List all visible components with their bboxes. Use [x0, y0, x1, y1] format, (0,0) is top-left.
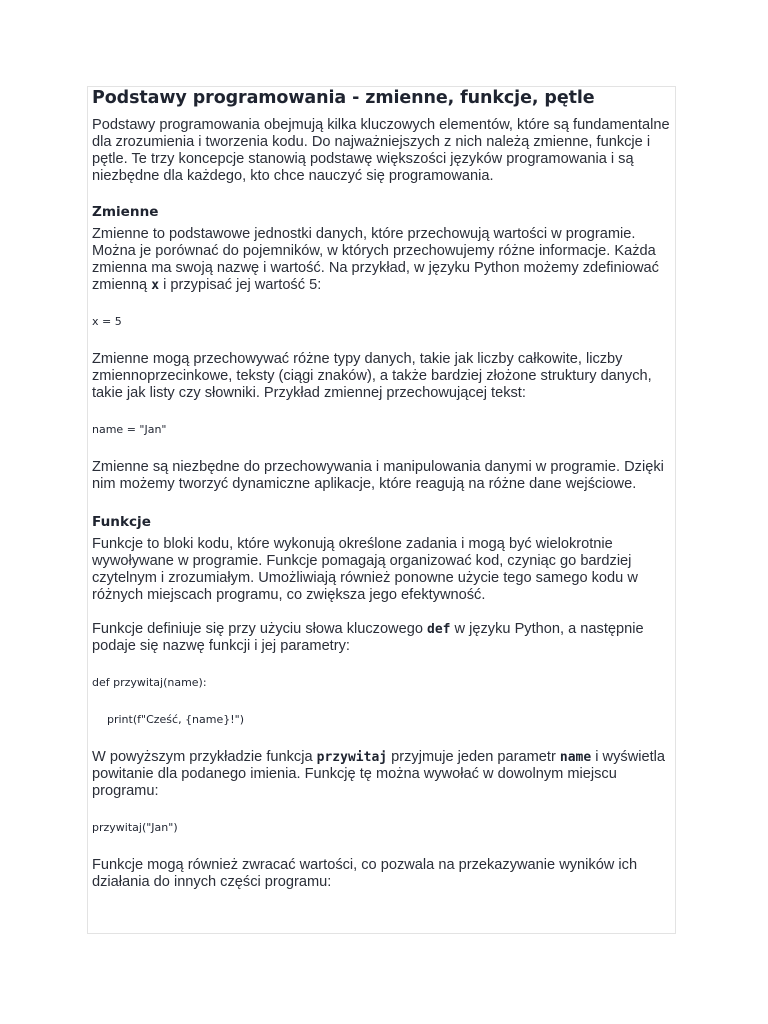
text-run: i wyświetla powitanie dla podanego imienia. Funkcję tę można wywołać w dowolnym miejscu programu: [92, 749, 665, 799]
text-run: przyjmuje jeden parametr [387, 749, 560, 765]
code-line-call: przywitaj("Jan") [92, 821, 178, 834]
variables-paragraph-3: Zmienne są niezbędne do przechowywania i manipulowania danymi w programie. Dzięki nim możemy tworzyć dynamiczne aplikacje, które reagują na różne dane wejściowe. [92, 459, 664, 492]
article-body [92, 87, 676, 891]
code-line-x-assign: x = 5 [92, 315, 122, 328]
article-title: Podstawy programowania - zmienne, funkcje, pętle [92, 88, 595, 108]
section-heading-functions: Funkcje [92, 514, 151, 530]
inline-code-przywitaj: przywitaj [316, 750, 388, 765]
functions-paragraph-2 [92, 621, 676, 655]
text-run: Zmienne to podstawowe jednostki danych, które przechowują wartości w programie. Można je porównać do pojemników, w których przechowujemy różne informacje. Każda zmienna ma swoją nazwę i wartość. Na przykład, w języku Python możemy zdefiniować zmienną [92, 226, 659, 293]
intro-paragraph: Podstawy programowania obejmują kilka kluczowych elementów, które są fundamentalne dla zrozumienia i tworzenia kodu. Do najważniejszych z nich należą zmienne, funkcje i pętle. Te trzy koncepcje stanowią podstawę większości języków programowania i są niezbędne dla każdego, kto chce nauczyć się programowania. [92, 117, 670, 184]
text-run: W powyższym przykładzie funkcja [92, 749, 317, 765]
variables-paragraph-2: Zmienne mogą przechowywać różne typy danych, takie jak liczby całkowite, liczby zmiennoprzecinkowe, teksty (ciągi znaków), a także bardziej złożone struktury danych, takie jak listy czy słowniki. Przykład zmiennej przechowującej tekst: [92, 351, 652, 401]
code-line-name-assign: name = "Jan" [92, 423, 167, 436]
section-heading-variables: Zmienne [92, 204, 159, 220]
inline-code-x: x [151, 278, 160, 293]
text-run: Funkcje definiuje się przy użyciu słowa kluczowego [92, 621, 428, 637]
functions-paragraph-4: Funkcje mogą również zwracać wartości, co pozwala na przekazywanie wyników ich działania do innych części programu: [92, 857, 638, 890]
functions-paragraph-3 [92, 749, 676, 800]
inline-code-def: def [427, 622, 451, 637]
code-line-def: def przywitaj(name): [92, 676, 207, 689]
text-run: i przypisać jej wartość 5: [159, 277, 322, 293]
inline-code-name: name [559, 750, 592, 765]
text-run: w języku Python, a następnie podaje się nazwę funkcji i jej parametry: [92, 621, 644, 654]
variables-paragraph-1 [92, 226, 676, 294]
document-page [87, 86, 676, 934]
functions-paragraph-1: Funkcje to bloki kodu, które wykonują określone zadania i mogą być wielokrotnie wywoływane w programie. Funkcje pomagają organizować kod, czyniąc go bardziej czytelnym i zrozumiałym. Umożliwiają również ponowne użycie tego samego kodu w różnych miejscach programu, co zwiększa jego efektywność. [92, 536, 638, 603]
code-line-print: print(f"Cześć, {name}!") [107, 713, 245, 726]
